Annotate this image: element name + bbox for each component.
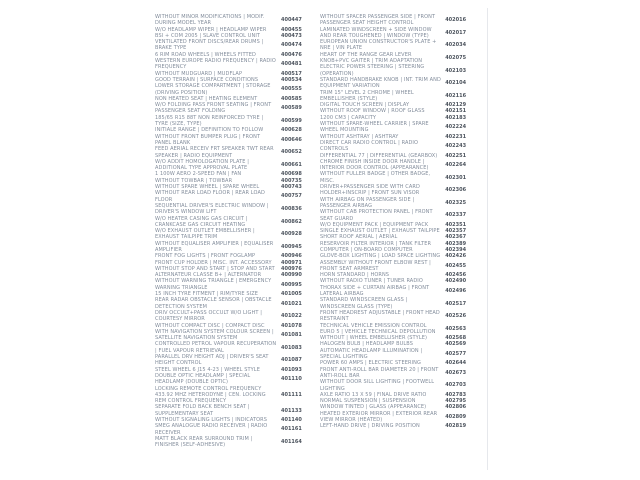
table-row: [155, 341, 313, 354]
option-description: WITHOUT TOWBAR | TOWBAR: [155, 177, 233, 184]
option-description: NON HEATED SEAT | HEATING ELEMENT: [155, 95, 258, 102]
table-row: [320, 90, 475, 103]
options-table: [155, 14, 475, 448]
option-description: W/O HEADLAMP WIPER | HEADLAMP WIPER: [155, 26, 267, 33]
option-code: 400473: [281, 32, 302, 39]
option-code: 402577: [445, 350, 467, 357]
option-description: FRONT HEADREST ADJUSTABLE | FRONT HEAD RESTRAINT: [320, 309, 440, 323]
option-code: 402819: [445, 423, 467, 430]
option-description: WITHOUT SPACER PASSENGER SIDE | FRONT PASSENGER SEAT HEIGHT CONTROL: [320, 14, 436, 27]
option-code: 402526: [445, 313, 467, 320]
option-code: 402809: [445, 413, 467, 420]
option-code: 400447: [281, 17, 302, 24]
option-code: 402389: [445, 240, 467, 247]
option-description: WITHOUT FULLER BADGE | OTHER BADGE, MISC.: [320, 171, 431, 184]
table-row: [155, 102, 313, 115]
option-description: DOUBLE OPTIC HEADLAMP | SPECIAL HEADLAMP (DOUBLE OPTIC): [155, 372, 251, 386]
table-row: [320, 367, 475, 380]
option-description: REAR RADAR OBSTACLE SENSOR | OBSTACLE DETECTION SYSTEM: [155, 297, 272, 310]
table-row: [155, 386, 313, 405]
option-code: 400698: [281, 171, 302, 178]
option-code: 400946: [281, 253, 302, 260]
table-row: [320, 323, 475, 336]
option-code: 402490: [445, 278, 467, 285]
option-code: 402644: [445, 360, 467, 367]
option-code: 400995: [281, 281, 302, 288]
table-row: [155, 39, 313, 52]
option-code: 400836: [281, 206, 302, 213]
option-description: W/O FOLDING PASS FRONT SEATING | FRONT PASSENGER SEAT FOLDING: [155, 102, 272, 115]
option-code: 402455: [445, 262, 467, 269]
option-code: 402673: [445, 369, 467, 376]
table-row: [155, 159, 313, 172]
option-description: STEEL WHEEL 6 J15 4-23 | WHEEL STYLE: [155, 366, 260, 373]
option-description: 6 RIM ROAD WHEELS | WHEELS FITTED: [155, 51, 256, 58]
table-row: [320, 27, 475, 40]
option-code: 400971: [281, 259, 302, 266]
option-description: WITHOUT FRONT BUMPER PLUG | FRONT PANEL BLANK: [155, 133, 261, 146]
table-row: [155, 115, 313, 128]
table-row: [320, 77, 475, 90]
option-code: 402016: [445, 17, 467, 24]
option-code: 402075: [445, 54, 467, 61]
option-description: WITHOUT EQUALISER AMPLIFIER | EQUALISER AMPLIFIER: [155, 240, 274, 253]
option-code: 401087: [281, 357, 302, 364]
option-code: 400476: [281, 51, 302, 58]
option-description: WITH AIRBAG ON PASSENGER SIDE | PASSENGER AIRBAG: [320, 196, 415, 209]
option-description: FRONT ANTI-ROLL BAR DIAMETER 20 | FRONT ANTI-ROLL BAR: [320, 366, 439, 379]
option-code: 402517: [445, 300, 467, 307]
option-description: DRIVER+PASSENGER SIDE WITH CARD HOLDER+INSCRIP | FRONT SUN VISOR: [320, 184, 420, 197]
option-code: 402568: [445, 335, 467, 342]
option-description: MATT BLACK REAR SURROUND TRIM | FINISHER (SELF-ADHESIVE): [155, 435, 253, 449]
table-row: [320, 197, 475, 210]
option-description: ASSEMBLY WITHOUT FRONT ELBOW REST | FRONT SEAT ARMREST: [320, 259, 431, 272]
option-description: 1 100W AERO 2-SPEED FAN | FAN: [155, 171, 242, 178]
option-description: W/O EQUIPMENT PACK | EQUIPMENT PACK: [320, 221, 429, 228]
option-code: 402367: [445, 234, 467, 241]
option-code: 401140: [281, 417, 302, 423]
option-code: 402703: [445, 382, 467, 389]
option-description: DIRECT CAR RADIO CONTROL | RADIO CONTROLS: [320, 139, 419, 153]
option-code: 402264: [445, 161, 467, 168]
option-code: 401078: [281, 322, 302, 329]
option-code: 400585: [281, 95, 302, 102]
option-description: COMPUTER | ON-BOARD COMPUTER: [320, 246, 413, 253]
option-description: FRONT CUP HOLDER | MISC. INT. ACCESSORY: [155, 259, 272, 266]
option-description: WITHOUT REAR LOAD FLOOR | REAR LOAD FLOOR: [155, 190, 265, 203]
option-code: 401164: [281, 439, 302, 446]
option-description: W/O EXHAUST OUTLET EMBELLISHER | EXHAUST TAILPIPE TRIM: [155, 228, 255, 241]
table-row: [320, 297, 475, 310]
table-right-divider: [487, 8, 488, 470]
option-description: SMEG ANALOGUE RADIO RECEIVER | RADIO RECEIVER: [155, 423, 268, 436]
option-code: 402325: [445, 199, 467, 206]
option-description: FRONT FOG LIGHTS | FRONT FOGLAMP: [155, 253, 256, 260]
table-row: [155, 423, 313, 436]
option-code: 402357: [445, 228, 467, 235]
table-row: [155, 146, 313, 159]
table-row: [320, 209, 475, 222]
options-column-left: [155, 14, 313, 448]
option-code: 402224: [445, 124, 467, 131]
option-description: HEATED EXTERIOR MIRROR | EXTERIOR REAR VIEW MIRROR (HEATED): [320, 410, 438, 423]
option-code: 400455: [281, 26, 302, 33]
option-description: DRIV OCCULT+PASS OCCULT W/O LIGHT | COURTESY MIRROR: [155, 309, 262, 323]
option-description: WITHOUT | WHEEL EMBELLISHER (STYLE): [320, 335, 428, 342]
option-description: TECHNICAL VEHICLE EMISSION CONTROL EURO 5 | VEHICLE TECHNICAL DEPOLLUTION: [320, 322, 436, 335]
option-description: HORN STANDARD | HORNS: [320, 272, 390, 279]
option-code: 402426: [445, 253, 467, 260]
option-description: W/O HEATER CASING GAS CIRCUIT | CRANKCASE GAS CIRCUIT HEATING: [155, 215, 248, 228]
option-code: 402301: [445, 174, 467, 181]
option-code: 401005: [281, 291, 302, 298]
option-description: WITHOUT SIGNALING LIGHTS | INDICATORS: [155, 417, 268, 423]
option-code: 400481: [281, 61, 302, 68]
table-row: [155, 241, 313, 254]
option-description: WITHOUT MUDGUARD | MUDFLAP: [155, 70, 243, 77]
option-description: WESTERN EUROPE RADIO FREQUENCY | RADIO FREQUENCY: [155, 58, 276, 71]
option-code: 400743: [281, 184, 302, 191]
table-row: [155, 354, 313, 367]
option-description: 185/65 R15 88T NON REINFORCED TYRE | TYRE (SIZE, TYPE): [155, 114, 264, 128]
option-description: TRIM 15" LEVEL 2 CHROME | WHEEL EMBELLISHER (STYLE): [320, 89, 414, 102]
option-code: 400735: [281, 177, 302, 184]
option-description: RESERVOIR FILTER INTERIOR | TANK FILTER: [320, 240, 432, 247]
table-row: [320, 310, 475, 323]
table-row: [320, 260, 475, 273]
option-description: INITIALE RANGE | DEFINITION TO FOLLOW: [155, 127, 264, 134]
option-code: 401081: [281, 331, 302, 338]
option-code: 400652: [281, 149, 302, 156]
option-code: 401083: [281, 344, 302, 351]
option-description: NORMAL SUSPENSION | SUSPENSION: [320, 398, 416, 405]
option-code: 402104: [445, 80, 467, 87]
option-code: 400990: [281, 272, 302, 279]
table-row: [320, 379, 475, 392]
table-row: [155, 228, 313, 241]
option-description: STANDARD HANDBRAKE KNOB | INT. TRIM AND EQUIPMENT VARIATION: [320, 76, 441, 90]
option-code: 402563: [445, 325, 467, 332]
table-row: [320, 64, 475, 77]
option-description: WITHOUT SPARE WHEEL | SPARE WHEEL: [155, 184, 260, 191]
option-description: LEFT-HAND DRIVE | DRIVING POSITION: [320, 423, 420, 430]
table-row: [155, 134, 313, 147]
table-row: [155, 310, 313, 323]
option-code: 401021: [281, 300, 302, 307]
table-row: [155, 373, 313, 386]
option-description: WITHOUT RADIO TUNER | TUNER RADIO: [320, 278, 423, 285]
option-description: WITHOUT ROOF WINDOW | ROOF GLASS: [320, 108, 425, 115]
option-description: WITHOUT WARNING TRIANGLE | EMERGENCY WARNING TRIANGLE: [155, 278, 272, 291]
option-code: 402306: [445, 187, 467, 194]
table-row: [320, 184, 475, 197]
table-row: [320, 348, 475, 361]
table-row: [155, 329, 313, 342]
option-description: 1200 CM3 | CAPACITY: [320, 114, 377, 121]
table-row: [155, 216, 313, 229]
option-description: HEART OF THE RANGE GEAR LEVER KNOB+PVC GAITER | TRIM ADAPTATION: [320, 51, 423, 65]
option-code: 402243: [445, 143, 467, 150]
option-description: AUTOMATIC HEADLAMP ILLUMINATION | SPECIAL LIGHTING: [320, 347, 423, 361]
table-row: [155, 404, 313, 417]
option-description: SEPARATE FOLD BACK BENCH SEAT | SUPPLEMENTARY SEAT: [155, 404, 250, 417]
option-description: WITH NAVIGATION SYSTEM COLOUR SCREEN | SATELLITE NAVIGATION SYSTEM: [155, 328, 274, 342]
option-description: PARALLEL DRV HEIGHT ADJ | DRIVER'S SEAT HEIGHT CONTROL: [155, 354, 269, 367]
option-code: 402783: [445, 391, 467, 398]
option-code: 400757: [281, 193, 302, 200]
option-code: 402129: [445, 102, 467, 109]
option-description: WITHOUT STOP AND START | STOP AND START: [155, 265, 275, 272]
option-code: 401161: [281, 426, 302, 433]
option-code: 400646: [281, 136, 302, 143]
option-code: 402103: [445, 67, 467, 74]
table-row: [155, 278, 313, 291]
option-code: 402231: [445, 133, 467, 140]
option-code: 401111: [281, 391, 302, 398]
option-code: 401093: [281, 366, 302, 373]
option-code: 402337: [445, 212, 467, 219]
option-description: GOOD TERRAIN | SURFACE CONDITIONS: [155, 76, 259, 83]
option-description: POWER 60 AMPS | ELECTRIC STEERING: [320, 360, 421, 367]
table-row: [155, 190, 313, 203]
option-code: 400661: [281, 161, 302, 168]
option-code: 402806: [445, 404, 467, 411]
option-code: 402183: [445, 114, 467, 121]
option-code: 400628: [281, 127, 302, 134]
option-description: WITHOUT SPARE-WHEEL CARRIER | SPARE WHEEL MOUNTING: [320, 121, 429, 134]
option-code: 400589: [281, 105, 302, 112]
option-code: 402251: [445, 152, 467, 159]
option-description: 15 INCH TYRE FITMENT | RIM/TYRE SIZE: [155, 291, 258, 298]
option-code: 400976: [281, 265, 302, 272]
option-description: LAMINATED WINDSCREEN + SIDE WINDOW AND REAR TOUGHENED | WINDOW (TYPE): [320, 26, 432, 39]
option-code: 402034: [445, 42, 467, 49]
options-column-right: [320, 14, 475, 448]
option-code: 402496: [445, 287, 467, 294]
option-description: WITHOUT ASHTRAY | ASHTRAY: [320, 133, 399, 140]
option-code: 402151: [445, 108, 467, 115]
table-row: [320, 121, 475, 134]
table-row: [320, 39, 475, 52]
option-code: 402351: [445, 221, 467, 228]
option-description: VENTILATED FRONT DISCS/REAR DRUMS | BRAKE TYPE: [155, 39, 264, 52]
option-code: 400534: [281, 76, 302, 83]
option-code: 401133: [281, 407, 302, 414]
option-description: ALTERNATEUR CLASSE B+ | ALTERNATOR: [155, 272, 262, 279]
option-description: ELECTRIC POWER STEERING | STEERING (OPERATION): [320, 64, 425, 77]
option-description: DIGITAL TOUCH SCREEN | DISPLAY: [320, 102, 410, 109]
option-description: HALOGEN BULB | HEADLAMP BULBS: [320, 341, 413, 348]
option-code: 401110: [281, 376, 302, 383]
table-row: [155, 58, 313, 71]
option-description: SEQUENTIAL DRIVER'S ELECTRIC WINDOW | DRIVER'S WINDOW LIFT: [155, 202, 269, 216]
table-row: [320, 14, 475, 27]
option-description: LOCKING REMOTE CONTROL FREQUENCY 433.92 MHZ HETERODYNE | CEN. LOCKING REM CONTROL FREQUENCY: [155, 385, 266, 405]
option-code: 402569: [445, 341, 467, 348]
table-row: [155, 297, 313, 310]
table-row: [320, 52, 475, 65]
option-description: GLOVE-BOX LIGHTING | LOAD SPACE LIGHTING: [320, 253, 441, 260]
table-row: [320, 159, 475, 172]
table-row: [320, 285, 475, 298]
option-description: CHROME FINISH INSIDE DOOR HANDLE | INTERIOR DOOR CONTROL (APPEARANCE): [320, 158, 429, 172]
option-description: W/O ADDIT HOMOLOGATION PLATE | ADDITIONAL TYPE APPROVAL PLATE: [155, 158, 250, 172]
table-row: [155, 436, 313, 449]
option-description: THORAX SIDE + CURTAIN AIRBAG | FRONT LATERAL AIRBAG: [320, 284, 430, 298]
option-description: DIFFERENTIAL 77 | DIFFERENTIAL (GEARBOX): [320, 152, 438, 159]
option-code: 402394: [445, 246, 467, 253]
table-row: [320, 423, 475, 429]
option-code: 400517: [281, 70, 302, 77]
option-description: WITHOUT MINOR MODIFICATIONS | MODIF. DURING MODEL YEAR: [155, 14, 265, 27]
option-code: 402116: [445, 92, 467, 99]
option-description: LOWER STORAGE COMPARTMENT | STORAGE (DRIVING POSITION): [155, 83, 271, 96]
option-description: STANDARD WINDSCREEN GLASS | WINDSCREEN GLASS (TYPE): [320, 297, 408, 310]
table-row: [320, 140, 475, 153]
option-description: SINGLE EXHAUST OUTLET | EXHAUST TAILPIPE: [320, 228, 440, 235]
option-code: 400555: [281, 86, 302, 93]
option-description: WITHOUT DOOR SILL LIGHTING | FOOTWELL LIGHTING: [320, 379, 435, 392]
option-code: 400474: [281, 42, 302, 49]
option-code: 400599: [281, 117, 302, 124]
option-description: WITHOUT COMPACT DISC | COMPACT DISC: [155, 322, 265, 329]
option-description: WINDOW TINTED | GLASS (APPEARANCE): [320, 404, 427, 411]
option-description: EUROPEAN UNION CONSTRUCTOR'S PLATE + NRE | VIN PLATE: [320, 39, 437, 52]
option-code: 400928: [281, 231, 302, 238]
table-row: [320, 411, 475, 424]
table-row: [155, 203, 313, 216]
option-code: 400945: [281, 243, 302, 250]
table-row: [155, 83, 313, 96]
option-code: 402456: [445, 272, 467, 279]
option-code: 402017: [445, 29, 467, 36]
option-code: 400862: [281, 218, 302, 225]
option-description: SHORT ROOF AERIAL | AERIAL: [320, 234, 398, 241]
option-code: 402795: [445, 398, 467, 405]
option-description: BSI + COM 2005 | SLAVE CONTROL UNIT: [155, 32, 261, 39]
option-description: CONTROLLED PETROL VAPOUR RECUPERATION | FUEL VAPOUR RETRIEVAL: [155, 341, 277, 354]
option-description: FEED AERIAL RECEIV FRT SPEAKER TWT REAR SPEAKER | RADIO EQUIPMENT: [155, 146, 274, 159]
option-description: WITHOUT CAB PROTECTION PANEL | FRONT SEAT GUARD: [320, 209, 433, 222]
option-description: AXLE RATIO 13 X 59 | FINAL DRIVE RATIO: [320, 391, 427, 398]
table-row: [320, 171, 475, 184]
option-code: 401022: [281, 313, 302, 320]
table-row: [155, 14, 313, 27]
